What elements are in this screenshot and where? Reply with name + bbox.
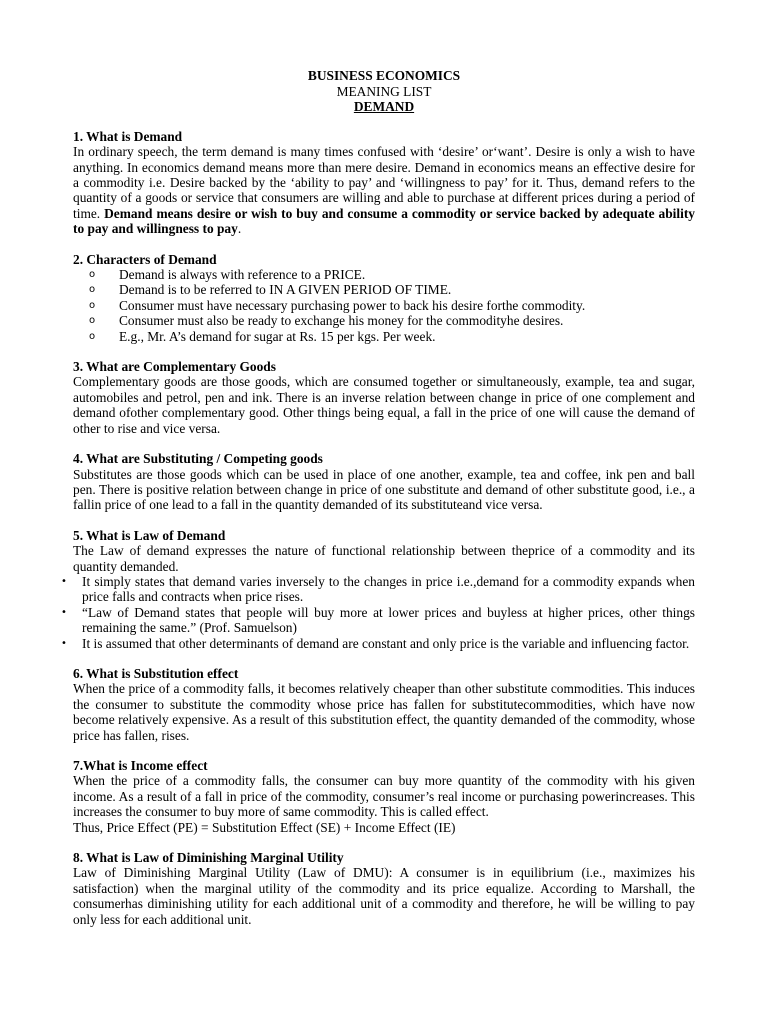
list-item-text: It simply states that demand varies inversely to the changes in price i.e.,demand for a commodity expands when price falls and contracts when price rises.: [82, 573, 695, 605]
section-heading: 3. What are Complementary Goods: [73, 359, 276, 375]
section-heading: 7.What is Income effect: [73, 758, 208, 773]
circle-bullet-icon: o: [89, 330, 96, 342]
section-paragraph: When the price of a commodity falls, the consumer can buy more quantity of the commodity with his given income. As a result of a fall in price of the commodity, consumer’s real income or purchasing powerincreases. This increases the consumer to buy more of same commodity. This is called effect.: [73, 773, 695, 820]
section-characters-of-demand: [73, 252, 695, 344]
section-paragraph: Complementary goods are those goods, which are consumed together or simultaneously, example, tea and sugar, automobiles and petrol, pen and ink. There is an inverse relation between change in price of one complement and demand ofother complementary good. Other things being equal, a fall in the price of one will cause the demand of other to rise and vice versa.: [73, 374, 695, 436]
section-income-effect: [73, 758, 695, 835]
list-item: [61, 604, 695, 636]
section-substituting-goods: [73, 451, 695, 513]
circle-bullet-icon: o: [89, 315, 96, 327]
list-item-text: E.g., Mr. A’s demand for sugar at Rs. 15 per kgs. Per week.: [119, 328, 436, 344]
paragraph-text: In ordinary speech, the term demand is many times confused with ‘desire’ or‘want’. Desire is only a wish to have anything. In economics demand means more than mere desire. Demand in economics means an effective desire for a commodity i.e. Desire backed by the ‘ability to pay’ and ‘willingness to pay’ for it. Thus, demand refers to the quantity of a goods or service that consumers are willing and able to purchase at different prices during a period of time.: [73, 144, 695, 221]
document-topic: DEMAND: [353, 99, 415, 115]
bullet-icon: •: [61, 637, 67, 649]
paragraph-tail: .: [237, 221, 242, 237]
document-title: BUSINESS ECONOMICS: [307, 68, 461, 83]
list-item-text: Demand is always with reference to a PRICE.: [119, 267, 366, 283]
section-heading: 4. What are Substituting / Competing goods: [73, 451, 323, 467]
section-diminishing-marginal-utility: [73, 850, 695, 927]
bullet-icon: •: [61, 606, 67, 618]
characters-list: [73, 267, 695, 344]
section-paragraph: Law of Diminishing Marginal Utility (Law of DMU): A consumer is in equilibrium (i.e., maximizes his satisfaction) when the marginal utility of the commodity and its price equalize. According to Marshall, the consumerhas diminishing utility for each additional unit of a commodity and therefore, he will be willing to pay only less for each additional unit.: [73, 865, 695, 927]
section-heading: 1. What is Demand: [73, 128, 183, 144]
list-item: [89, 313, 695, 328]
list-item-text: “Law of Demand states that people will buy more at lower prices and buyless at higher prices, other things remaining the same.” (Prof. Samuelson): [82, 604, 695, 636]
list-item: [89, 298, 695, 313]
section-heading: 8. What is Law of Diminishing Marginal Utility: [73, 850, 344, 866]
section-heading: 6. What is Substitution effect: [73, 665, 239, 681]
section-heading: 2. Characters of Demand: [73, 251, 217, 267]
list-item-text: It is assumed that other determinants of demand are constant and only price is the variable and influencing factor.: [82, 635, 690, 651]
document-subtitle: MEANING LIST: [336, 83, 432, 99]
circle-bullet-icon: o: [89, 299, 96, 311]
law-of-demand-list: [61, 573, 695, 651]
list-item: [89, 329, 695, 344]
circle-bullet-icon: o: [89, 284, 96, 296]
section-heading: 5. What is Law of Demand: [73, 527, 226, 543]
section-complementary-goods: [73, 359, 695, 436]
list-item: [89, 267, 695, 282]
section-law-of-demand: [61, 527, 695, 651]
price-effect-formula: Thus, Price Effect (PE) = Substitution Effect (SE) + Income Effect (IE): [73, 819, 456, 835]
document-page: [61, 68, 695, 942]
section-paragraph: [73, 144, 695, 236]
section-paragraph: When the price of a commodity falls, it becomes relatively cheaper than other substitute commodities. This induces the consumer to substitute the commodity whose price has fallen for substitutecommodities, which have now become relatively expensive. As a result of this substitution effect, the quantity demanded of the commodity, whose price has fallen, rises.: [73, 681, 695, 743]
circle-bullet-icon: o: [89, 269, 96, 281]
bullet-icon: •: [61, 575, 67, 587]
list-item-text: Demand is to be referred to IN A GIVEN PERIOD OF TIME.: [119, 282, 452, 298]
list-item-text: Consumer must have necessary purchasing power to back his desire forthe commodity.: [119, 297, 586, 313]
paragraph-bold-definition: Demand means desire or wish to buy and consume a commodity or service backed by adequate ability to pay and willingness to pay: [73, 205, 695, 237]
list-item: [61, 573, 695, 605]
section-paragraph: Substitutes are those goods which can be used in place of one another, example, tea and coffee, ink pen and ball pen. There is positive relation between change in price of one substitute and demand of other substitute good, i.e., a fallin price of one lead to a fall in the quantity demanded of its substituteand vice versa.: [73, 466, 695, 513]
document-header: [73, 68, 695, 115]
list-item: [89, 282, 695, 297]
section-paragraph: The Law of demand expresses the nature of functional relationship between theprice of a commodity and its quantity demanded.: [73, 543, 695, 574]
list-item: [61, 635, 695, 651]
section-what-is-demand: [73, 129, 695, 237]
list-item-text: Consumer must also be ready to exchange his money for the commodityhe desires.: [119, 313, 564, 329]
section-substitution-effect: [73, 666, 695, 743]
